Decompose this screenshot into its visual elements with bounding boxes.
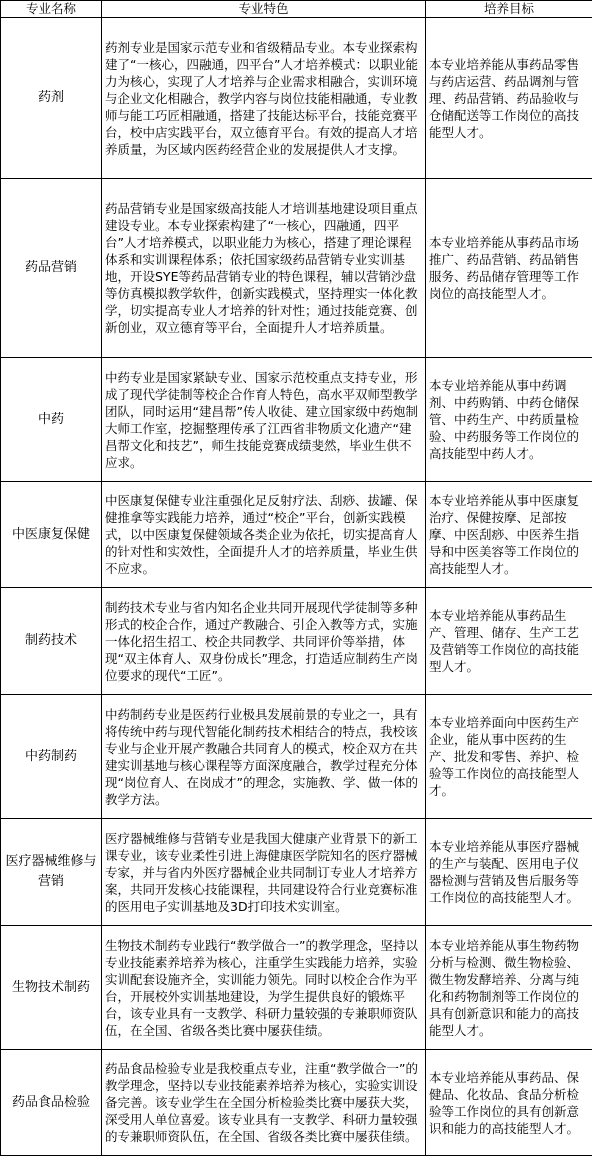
table-row bbox=[1, 179, 592, 358]
table-row bbox=[1, 926, 592, 1050]
training-goal: 本专业培养能从事药品市场推广、药品营销、药品销售服务、药品储存管理等工作岗位的高技能型人才。 bbox=[426, 179, 592, 358]
header-training-goal: 培养目标 bbox=[426, 1, 592, 18]
table-row bbox=[1, 1050, 592, 1156]
table-header-row bbox=[1, 1, 592, 18]
major-name: 药品营销 bbox=[1, 179, 102, 358]
training-goal: 本专业培养能从事中医康复治疗、保健按摩、足部按摩、中医刮痧、中医养生指导和中医美容等工作岗位的高技能型人才。 bbox=[426, 482, 592, 588]
major-feature: 药品食品检验专业是我校重点专业，注重“教学做合一”的教学理念，坚持以专业技能素养培养为核心，实验实训设备完善。该专业学生在全国分析检验类比赛中屡获大奖，深受用人单位喜爱。该专业具有一支教学、科研力量较强的专兼职师资队伍，在全国、省级各类比赛中屡获佳绩。 bbox=[102, 1050, 426, 1156]
table-row bbox=[1, 18, 592, 179]
major-name: 制药技术 bbox=[1, 588, 102, 695]
table-row bbox=[1, 482, 592, 588]
table-row bbox=[1, 358, 592, 482]
major-feature: 中药制药专业是医药行业极具发展前景的专业之一，具有将传统中药与现代智能化制药技术相结合的特点，我校该专业与企业开展产教融合共同育人的模式，校企双方在共建实训基地与核心课程等方面深度融合，教学过程充分体现“岗位育人、在岗成才”的理念，实施教、学、做一体的教学方法。 bbox=[102, 695, 426, 819]
major-feature: 医疗器械维修与营销专业是我国大健康产业背景下的新工课专业，该专业柔性引进上海健康医学院知名的医疗器械专家，并与省内外医疗器械企业共同制订专业人才培养方案，共同开发核心技能课程，共同建设符合行业竞赛标准的医用电子实训基地及3D打印技术实训室。 bbox=[102, 819, 426, 926]
table-row bbox=[1, 695, 592, 819]
training-goal: 本专业培养面向中医药生产企业，能从事中医药的生产、批发和零售、养护、检验等工作岗位的高技能型人才。 bbox=[426, 695, 592, 819]
major-name: 中医康复保健 bbox=[1, 482, 102, 588]
major-name: 中药制药 bbox=[1, 695, 102, 819]
major-feature: 中医康复保健专业注重强化足反射疗法、刮痧、拔罐、保健推拿等实践能力培养，通过“校企”平台，创新实践模式，以中医康复保健领域各类企业为依托，切实提高育人的针对性和实效性，全面提升人才的培养质量，毕业生供不应求。 bbox=[102, 482, 426, 588]
major-name: 药剂 bbox=[1, 18, 102, 179]
major-feature: 制药技术专业与省内知名企业共同开展现代学徒制等多种形式的校企合作，通过产教融合、引企入教等方式，实施一体化招生招工、校企共同教学、共同评价等举措，体现“双主体育人、双身份成长”理念，打造适应制药生产岗位要求的现代“工匠”。 bbox=[102, 588, 426, 695]
table-row bbox=[1, 819, 592, 926]
major-feature: 生物技术制药专业践行“教学做合一”的教学理念，坚持以专业技能素养培养为核心，注重学生实践能力培养，实验实训配套设施齐全，实训能力领先。同时以校企合作为平台，开展校外实训基地建设，为学生提供良好的锻炼平台，该专业具有一支教学、科研力量较强的专兼职师资队伍，在全国、省级各类比赛中屡获佳绩。 bbox=[102, 926, 426, 1050]
major-name: 生物技术制药 bbox=[1, 926, 102, 1050]
table-row bbox=[1, 588, 592, 695]
training-goal: 本专业培养能从事医疗器械的生产与装配、医用电子仪器检测与营销及售后服务等工作岗位的高技能型人才。 bbox=[426, 819, 592, 926]
major-feature: 中药专业是国家紧缺专业、国家示范校重点支持专业，形成了现代学徒制等校企合作育人特色，高水平双师型教学团队，同时运用“建昌帮”传人收徒、建立国家级中药炮制大师工作室，挖掘整理传承了江西省非物质文化遗产“建昌帮文化和技艺”，师生技能竞赛成绩斐然，毕业生供不应求。 bbox=[102, 358, 426, 482]
major-name: 医疗器械维修与营销 bbox=[1, 819, 102, 926]
training-goal: 本专业培养能从事药品、保健品、化妆品、食品分析检验等工作岗位的具有创新意识和能力的高技能型人才。 bbox=[426, 1050, 592, 1156]
major-name: 中药 bbox=[1, 358, 102, 482]
major-name: 药品食品检验 bbox=[1, 1050, 102, 1156]
header-major-feature: 专业特色 bbox=[102, 1, 426, 18]
header-major-name: 专业名称 bbox=[1, 1, 102, 18]
major-feature: 药品营销专业是国家级高技能人才培训基地建设项目重点建设专业。本专业探索构建了“一核心，四融通，四平台”人才培养模式，以职业能力为核心，搭建了理论课程体系和实训课程体系；依托国家级药品营销专业实训基地，开设SYE等药品营销专业的特色课程，辅以营销沙盘等仿真模拟教学软件，创新实践模式，坚持理实一体化教学，切实提高专业人才培养的针对性；通过技能竞赛、创新创业，双立德育等平台，全面提升人才培养质量。 bbox=[102, 179, 426, 358]
major-feature: 药剂专业是国家示范专业和省级精品专业。本专业探索构建了“一核心，四融通，四平台”人才培养模式：以职业能力为核心，实现了人才培养与企业需求相融合，实训环境与企业文化相融合，教学内容与岗位技能相融通，专业教师与能工巧匠相融通，搭建了技能达标平台，技能竞赛平台，校中店实践平台，双立德育平台。有效的提高人才培养质量，为区域内医药经营企业的发展提供人才支撑。 bbox=[102, 18, 426, 179]
training-goal: 本专业培养能从事生物药物分析与检测、微生物检验、微生物发酵培养、分离与纯化和药物制剂等工作岗位的具有创新意识和能力的高技能型人才。 bbox=[426, 926, 592, 1050]
training-goal: 本专业培养能从事中药调剂、中药购销、中药仓储保管、中药生产、中药质量检验、中药服务等工作岗位的高技能型中药人才。 bbox=[426, 358, 592, 482]
training-goal: 本专业培养能从事药品零售与药店运营、药品调剂与管理、药品营销、药品验收与仓储配送等工作岗位的高技能型人才。 bbox=[426, 18, 592, 179]
training-goal: 本专业培养能从事药品生产、管理、储存、生产工艺及营销等工作岗位的高技能型人才。 bbox=[426, 588, 592, 695]
